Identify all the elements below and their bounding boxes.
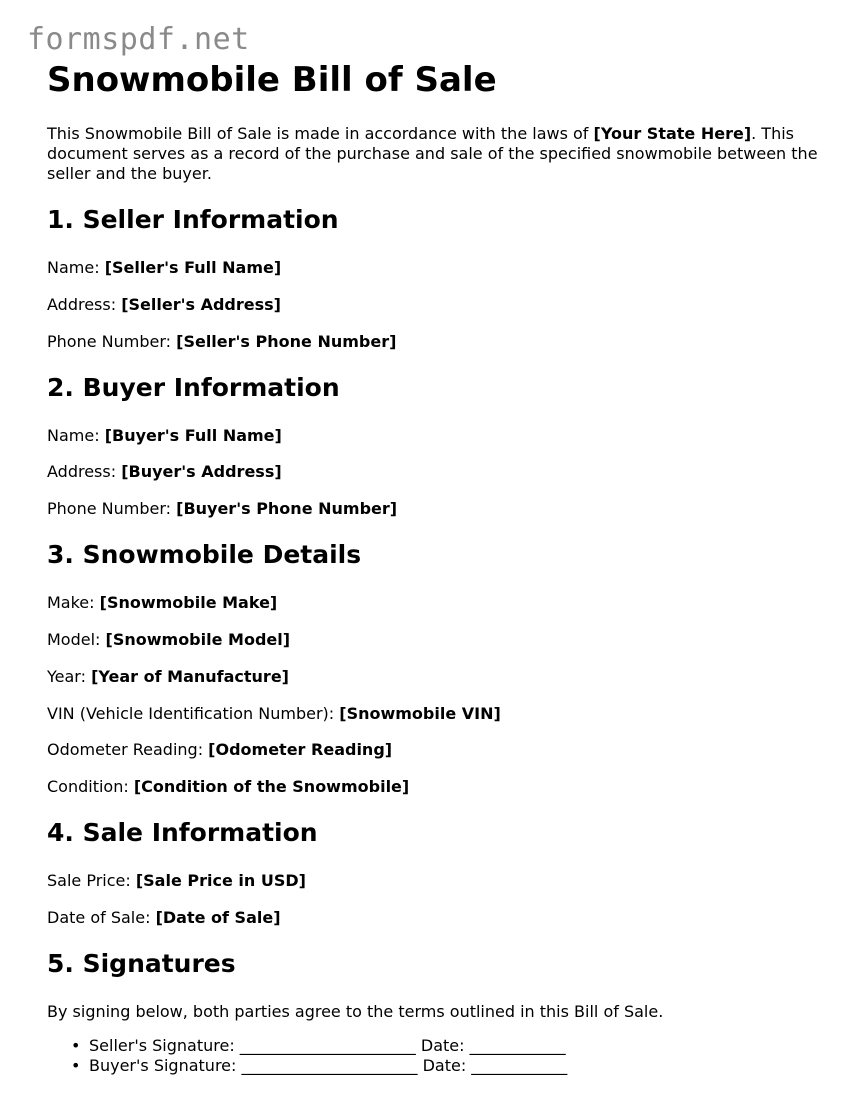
field-label: Year: (47, 666, 92, 686)
signature-line-text: Buyer's Signature: ______________________ Date: ____________ (89, 1055, 568, 1075)
buyer-address-field (47, 462, 827, 482)
field-value: [Snowmobile Model] (105, 629, 291, 649)
seller-signature-line (71, 1036, 827, 1056)
field-value: [Buyer's Full Name] (104, 425, 282, 445)
field-value: [Seller's Address] (121, 294, 281, 314)
field-value: [Date of Sale] (155, 907, 281, 927)
field-label: VIN (Vehicle Identification Number): (47, 703, 340, 723)
sale-date-field (47, 908, 827, 928)
field-value: [Year of Manufacture] (91, 666, 289, 686)
snowmobile-odometer-field (47, 740, 827, 760)
field-label: Phone Number: (47, 331, 177, 351)
sale-price-field (47, 871, 827, 891)
intro-text-after: . This document serves as a record of the purchase and sale of the specified snowmobile between the seller and the buyer. (47, 124, 818, 183)
field-label: Name: (47, 258, 105, 277)
intro-paragraph (47, 124, 827, 184)
buyer-section-heading: 2. Buyer Information (47, 372, 340, 402)
field-value: [Sale Price in USD] (135, 871, 306, 891)
field-value: [Buyer's Address] (121, 462, 282, 482)
field-label: Address: (47, 294, 122, 314)
field-label: Make: (47, 593, 100, 613)
field-value: [Snowmobile VIN] (339, 703, 501, 723)
buyer-name-field (47, 426, 827, 446)
field-label: Phone Number: (47, 499, 177, 519)
document-title: Snowmobile Bill of Sale (47, 60, 497, 100)
snowmobile-make-field (47, 593, 827, 613)
document-page (47, 58, 827, 1076)
seller-address-field (47, 295, 827, 315)
field-value: [Seller's Phone Number] (176, 331, 397, 351)
field-value: [Seller's Full Name] (104, 258, 282, 277)
seller-name-field (47, 258, 827, 278)
field-value: [Buyer's Phone Number] (176, 499, 398, 519)
snowmobile-condition-field (47, 777, 827, 797)
field-label: Sale Price: (47, 871, 136, 891)
intro-text-before: This Snowmobile Bill of Sale is made in accordance with the laws of (47, 124, 594, 143)
snowmobile-year-field (47, 667, 827, 687)
bullet-icon: • (71, 1055, 81, 1075)
signatures-section-heading: 5. Signatures (47, 948, 236, 978)
field-label: Name: (47, 425, 105, 445)
field-label: Date of Sale: (47, 907, 156, 927)
buyer-signature-line (71, 1056, 827, 1076)
signatures-intro: By signing below, both parties agree to the terms outlined in this Bill of Sale. (47, 1001, 664, 1021)
field-value: [Snowmobile Make] (99, 593, 278, 613)
formspdf-watermark: formspdf.net (27, 22, 250, 57)
signature-list (47, 1036, 827, 1076)
signature-line-text: Seller's Signature: ______________________ Date: ____________ (89, 1035, 566, 1055)
sale-section-heading: 4. Sale Information (47, 818, 318, 848)
field-label: Address: (47, 462, 122, 482)
field-value: [Condition of the Snowmobile] (133, 777, 410, 797)
buyer-phone-field (47, 499, 827, 519)
field-label: Odometer Reading: (47, 740, 209, 760)
field-label: Condition: (47, 777, 134, 797)
snowmobile-section-heading: 3. Snowmobile Details (47, 540, 362, 570)
field-label: Model: (47, 629, 106, 649)
snowmobile-model-field (47, 630, 827, 650)
state-placeholder: [Your State Here] (593, 124, 752, 143)
snowmobile-vin-field (47, 704, 827, 724)
seller-section-heading: 1. Seller Information (47, 205, 339, 234)
bullet-icon: • (71, 1035, 81, 1055)
seller-phone-field (47, 332, 827, 352)
field-value: [Odometer Reading] (208, 740, 393, 760)
